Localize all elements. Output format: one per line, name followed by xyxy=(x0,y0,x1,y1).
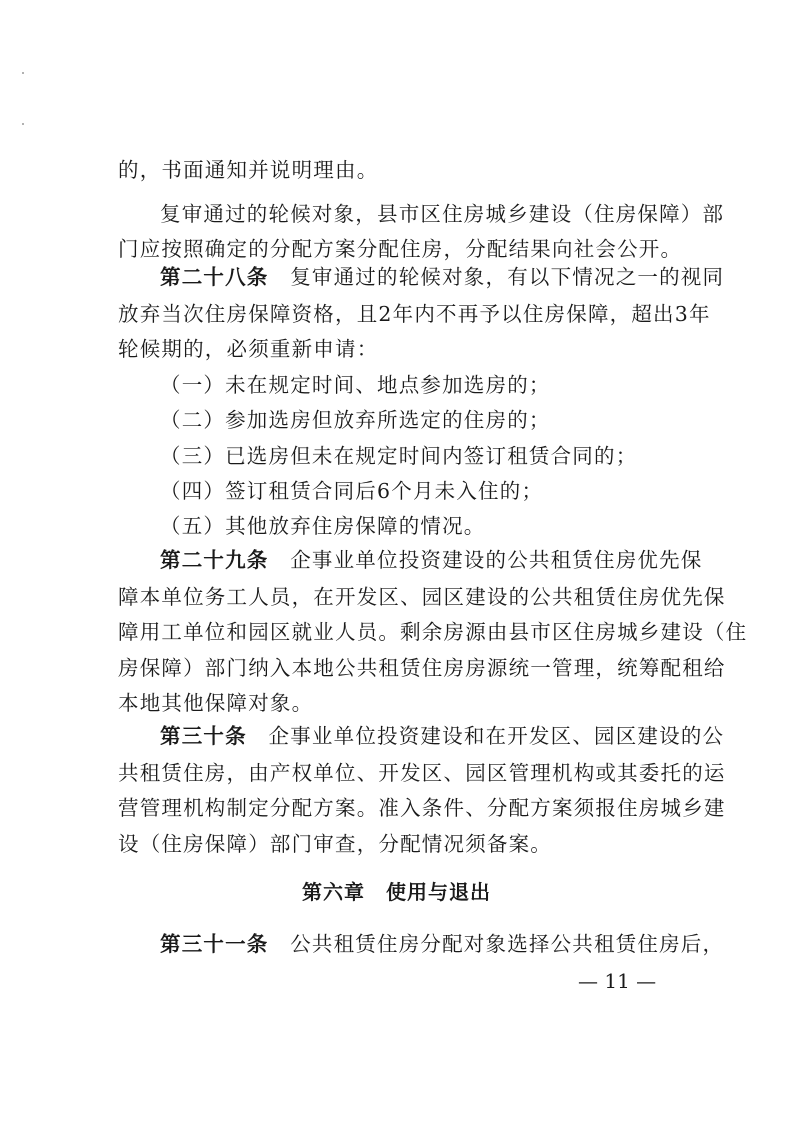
article-label: 第二十八条 xyxy=(160,265,269,289)
article-label: 第二十九条 xyxy=(160,548,269,572)
paragraph-line: 营管理机构制定分配方案。准入条件、分配方案须报住房城乡建 xyxy=(118,796,726,820)
article-line xyxy=(160,722,725,750)
paragraph-line: 轮候期的，必须重新申请： xyxy=(118,337,379,361)
list-item: （五）其他放弃住房保障的情况。 xyxy=(160,514,486,538)
article-text: 复审通过的轮候对象，有以下情况之一的视同 xyxy=(290,265,725,289)
chapter-heading: 第六章 使用与退出 xyxy=(302,880,491,904)
paragraph-line: 放弃当次住房保障资格，且2年内不再予以住房保障，超出3年 xyxy=(118,302,711,326)
list-item: （四）签订租赁合同后6个月未入住的； xyxy=(160,479,544,503)
article-line xyxy=(160,263,725,291)
paragraph-line: 障本单位务工人员，在开发区、园区建设的公共租赁住房优先保 xyxy=(118,585,726,609)
paragraph-line: 障用工单位和园区就业人员。剩余房源由县市区住房城乡建设（住 xyxy=(118,620,748,644)
article-line xyxy=(160,930,725,958)
paragraph-line: 共租赁住房，由产权单位、开发区、园区管理机构或其委托的运 xyxy=(118,761,726,785)
paragraph-line: 设（住房保障）部门审查，分配情况须备案。 xyxy=(118,832,552,856)
list-item: （三）已选房但未在规定时间内签订租赁合同的； xyxy=(160,444,638,468)
article-label: 第三十一条 xyxy=(160,932,269,956)
list-item: （二）参加选房但放弃所选定的住房的； xyxy=(160,408,551,432)
paragraph-line: 的，书面通知并说明理由。 xyxy=(118,158,379,182)
page-number: — 11 — xyxy=(578,969,657,993)
article-text: 公共租赁住房分配对象选择公共租赁住房后， xyxy=(290,932,725,956)
paragraph-line: 本地其他保障对象。 xyxy=(118,691,314,715)
paragraph-line: 门应按照确定的分配方案分配住房，分配结果向社会公开。 xyxy=(118,237,683,261)
list-item: （一）未在规定时间、地点参加选房的； xyxy=(160,373,551,397)
scan-speck xyxy=(22,72,24,74)
article-label: 第三十条 xyxy=(160,724,247,748)
article-line xyxy=(160,546,703,574)
scan-speck xyxy=(22,123,24,125)
article-text: 企事业单位投资建设和在开发区、园区建设的公 xyxy=(268,724,725,748)
paragraph-line: 复审通过的轮候对象，县市区住房城乡建设（住房保障）部 xyxy=(160,202,725,226)
paragraph-line: 房保障）部门纳入本地公共租赁住房房源统一管理，统筹配租给 xyxy=(118,656,726,680)
article-text: 企事业单位投资建设的公共租赁住房优先保 xyxy=(290,548,703,572)
